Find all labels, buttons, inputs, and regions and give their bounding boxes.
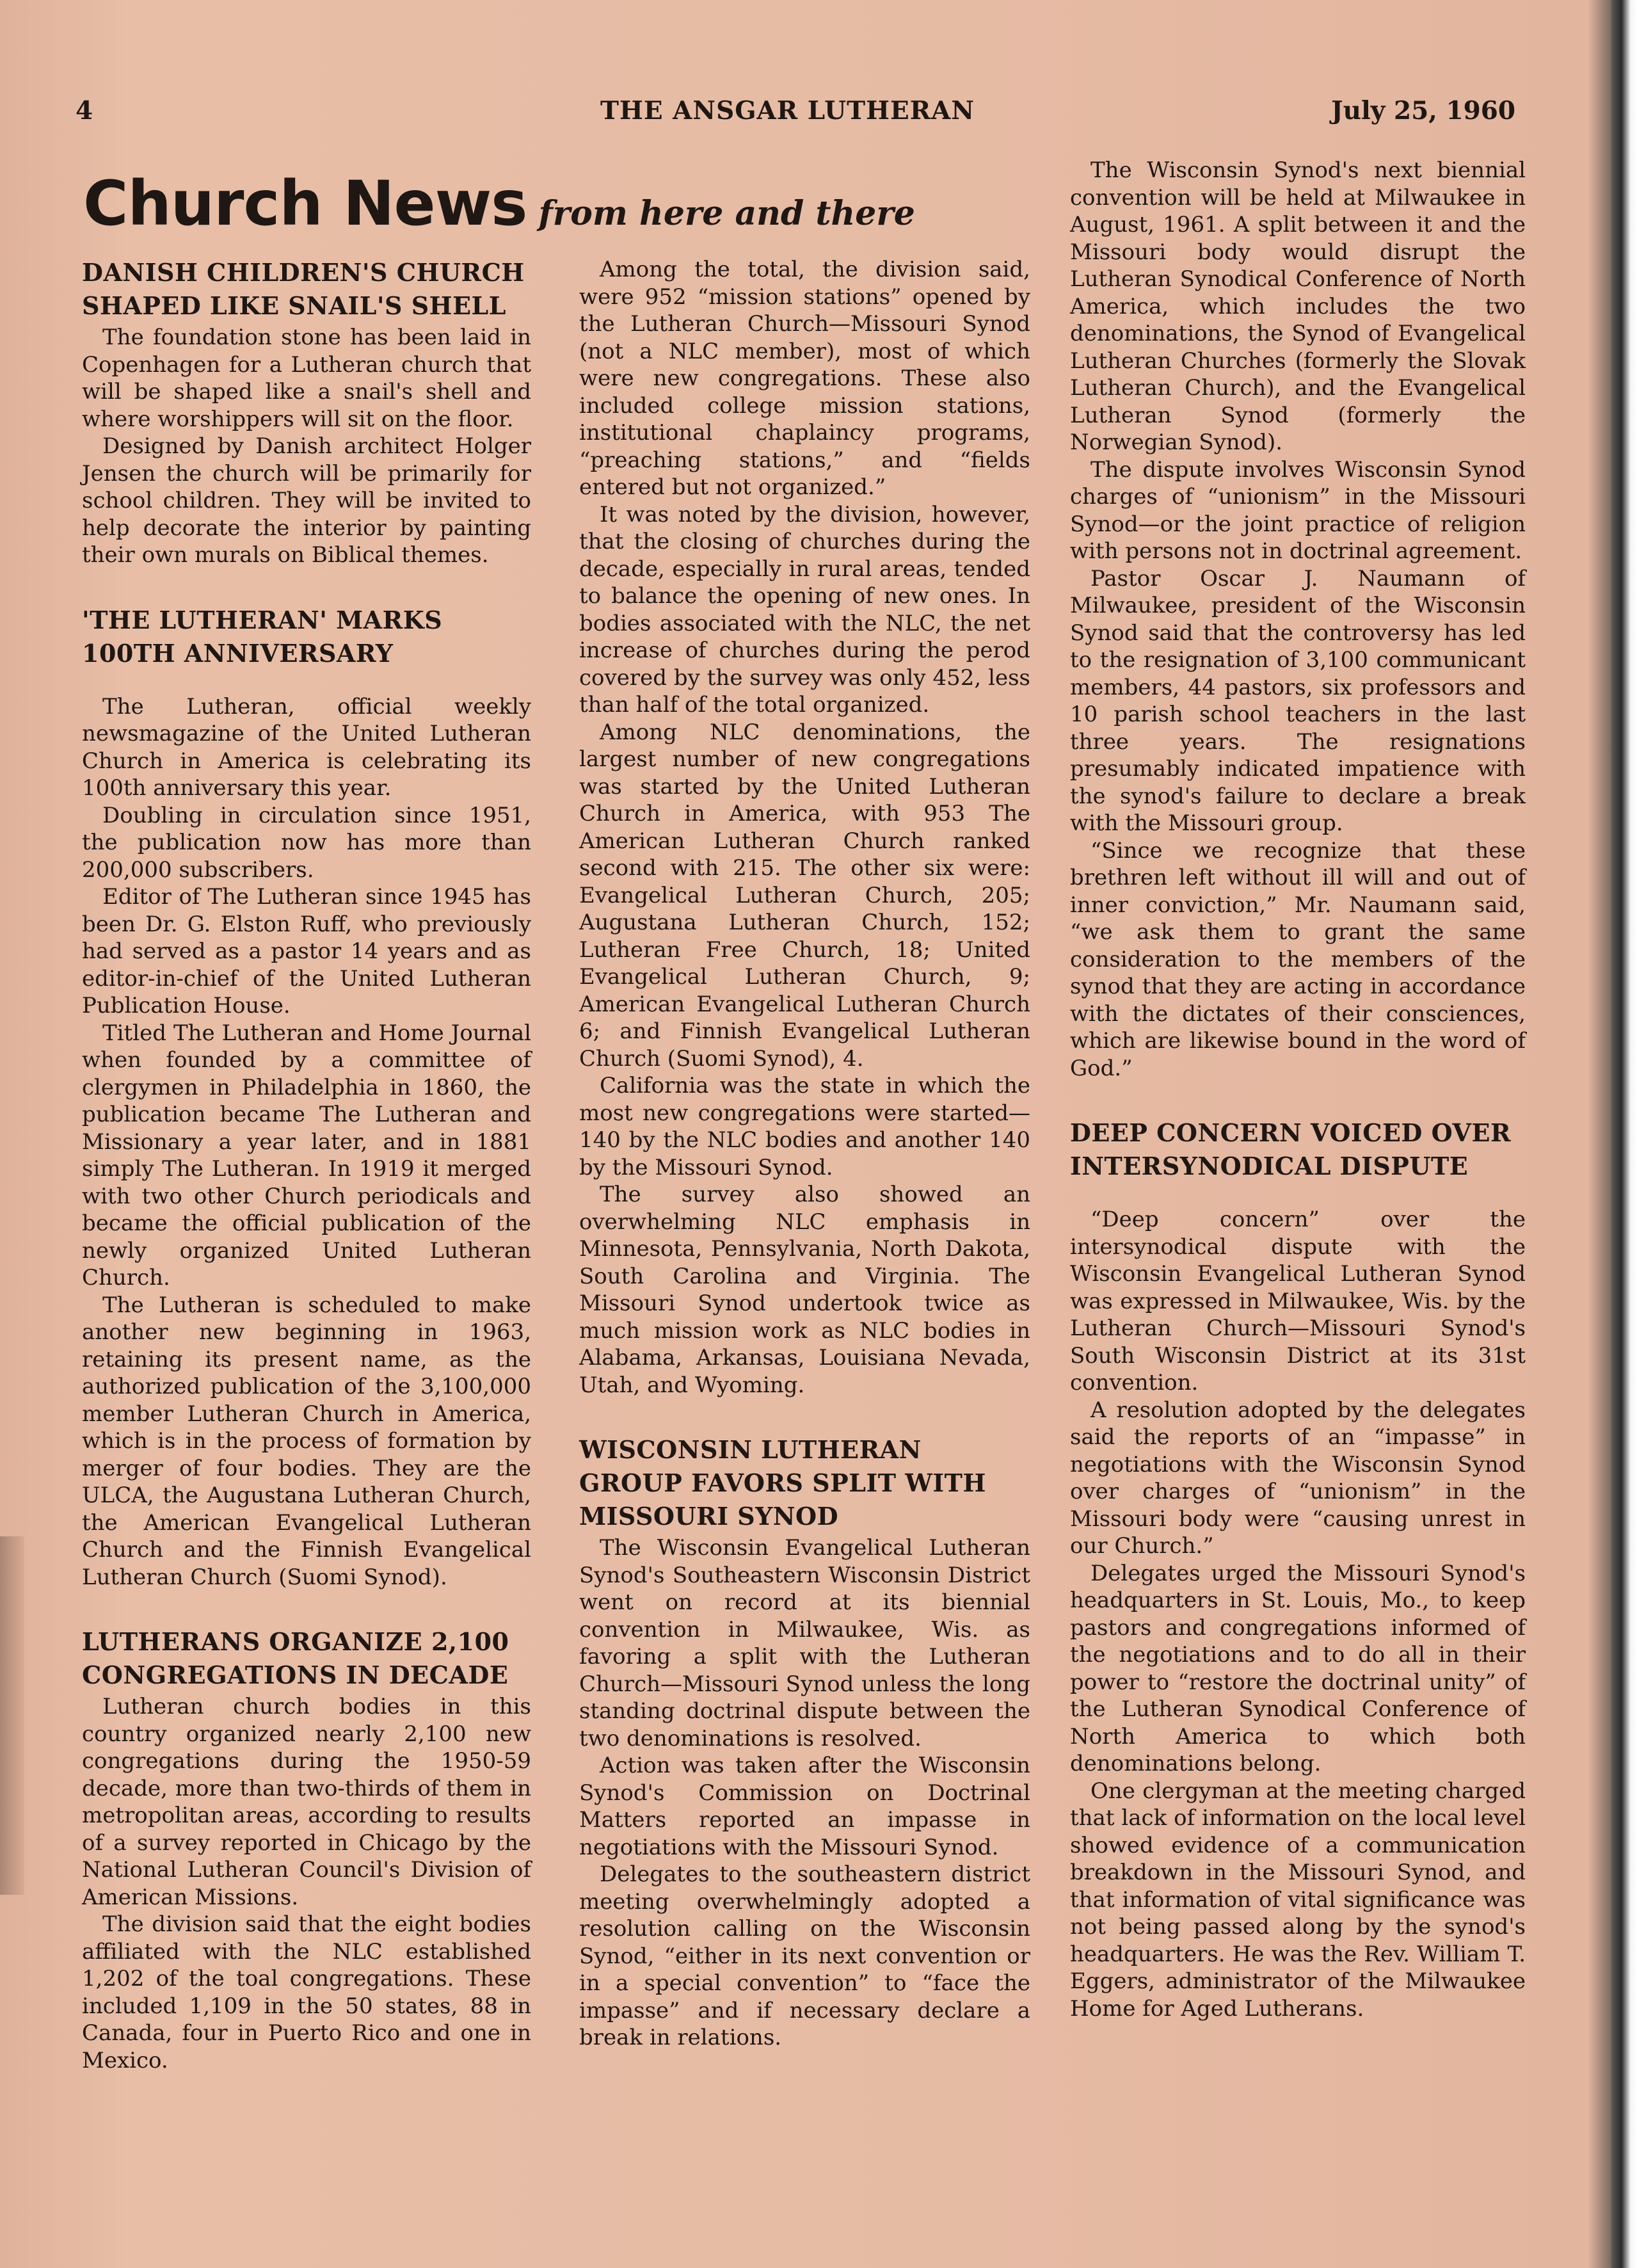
article-wisconsin-split <box>579 1433 1030 2052</box>
article-headline: WISCONSIN LUTHERAN GROUP FAVORS SPLIT WITH MISSOURI SYNOD <box>579 1435 986 1531</box>
article-headline: DANISH CHILDREN'S CHURCH SHAPED LIKE SNAIL'S SHELL <box>82 258 525 320</box>
article-headline: DEEP CONCERN VOICED OVER INTERSYNODICAL DISPUTE <box>1070 1118 1512 1180</box>
article-paragraph: One clergyman at the meeting charged that lack of information on the local level showed evidence of a communication breakdown in the Missouri Synod, and that information of vital significance was not being passed along by the synod's headquarters. He was the Rev. William T. Eggers, administrator of the Milwaukee Home for Aged Lutherans. <box>1070 1778 1526 2022</box>
article-congregations-decade-continued <box>579 256 1030 1399</box>
page-number: 4 <box>76 96 93 125</box>
article-congregations-decade <box>82 1625 531 2074</box>
article-paragraph: A resolution adopted by the delegates said the reports of an “impasse” in negotiations with the Wisconsin Synod over charges of “unionism” in the Missouri body were “causing unrest in our Church.” <box>1070 1397 1526 1559</box>
article-paragraph: The survey also showed an overwhelming NLC emphasis in Minnesota, Pennsylvania, North Dakota, South Carolina and Virginia. The Missouri Synod undertook twice as much mission work as NLC bodies in Alabama, Arkansas, Louisiana Nevada, Utah, and Wyoming. <box>579 1182 1030 1398</box>
article-deep-concern <box>1070 1116 1526 2022</box>
page-header <box>76 96 1515 134</box>
article-paragraph: The Lutheran is scheduled to make another new beginning in 1963, retaining its present name, as the authorized publication of the 3,100,000 member Lutheran Church in America, which is in the process of formation by merger of four bodies. They are the ULCA, the Augustana Lutheran Church, the American Evangelical Lutheran Church and the Finnish Evangelical Lutheran Church (Suomi Synod). <box>82 1292 531 1590</box>
article-paragraph: Lutheran church bodies in this country organized nearly 2,100 new congregations during the 1950-59 decade, more than two-thirds of them in metropolitan areas, according to results of a survey reported in Chicago by the National Lutheran Council's Division of American Missions. <box>82 1694 531 1910</box>
article-paragraph: The Wisconsin Synod's next biennial convention will be held at Milwaukee in August, 1961. A split between it and the Missouri body would disrupt the Lutheran Synodical Conference of North America, which includes the two denominations, the Synod of Evangelical Lutheran Churches (formerly the Slovak Lutheran Church), and the Evangelical Lutheran Synod (formerly the Norwegian Synod). <box>1070 157 1526 455</box>
publication-name: THE ANSGAR LUTHERAN <box>600 96 975 125</box>
article-paragraph: Designed by Danish architect Holger Jensen the church will be primarily for school children. They will be invited to help decorate the interior by painting their own murals on Biblical themes. <box>82 433 531 568</box>
article-headline: 'THE LUTHERAN' MARKS 100TH ANNIVERSARY <box>82 605 443 668</box>
article-paragraph: The Lutheran, official weekly newsmagazine of the United Lutheran Church in America is celebrating its 100th anniversary this year. <box>82 693 531 801</box>
article-paragraph: Doubling in circulation since 1951, the publication now has more than 200,000 subscribers. <box>82 802 531 883</box>
article-paragraph: Action was taken after the Wisconsin Synod's Commission on Doctrinal Matters reported an impasse in negotiations with the Missouri Synod. <box>579 1753 1030 1860</box>
article-paragraph: It was noted by the division, however, that the closing of churches during the decade, especially in rural areas, tended to balance the opening of new ones. In bodies associated with the NLC, the net increase of churches during the perod covered by the survey was only 452, less than half of the total organized. <box>579 501 1030 718</box>
section-masthead <box>83 168 915 251</box>
article-headline: LUTHERANS ORGANIZE 2,100 CONGREGATIONS IN DECADE <box>82 1627 509 1689</box>
column-2 <box>579 256 1030 2052</box>
article-wisconsin-split-continued <box>1070 157 1526 1082</box>
article-paragraph: Delegates to the southeastern district meeting overwhelmingly adopted a resolution calling on the Wisconsin Synod, “either in its next convention or in a special convention” to “face the impasse” and if necessary declare a break in relations. <box>579 1862 1030 2050</box>
article-paragraph: Editor of The Lutheran since 1945 has been Dr. G. Elston Ruff, who previously had served as a pastor 14 years and as editor-in-chief of the United Lutheran Publication House. <box>82 884 531 1018</box>
section-title: Church News <box>83 168 527 239</box>
article-paragraph: “Deep concern” over the intersynodical dispute with the Wisconsin Evangelical Lutheran Synod was expressed in Milwaukee, Wis. by the Lutheran Church—Missouri Synod's South Wisconsin District at its 31st convention. <box>1070 1207 1526 1395</box>
article-paragraph: The dispute involves Wisconsin Synod charges of “unionism” in the Missouri Synod—or the joint practice of religion with persons not in doctrinal agreement. <box>1070 456 1526 564</box>
scan-edge <box>1611 0 1637 2268</box>
article-paragraph: The Wisconsin Evangelical Lutheran Synod's Southeastern Wisconsin District went on record at its biennial convention in Milwaukee, Wis. as favoring a split with the Lutheran Church—Missouri Synod unless the long standing doctrinal dispute between the two denominations is resolved. <box>579 1535 1030 1751</box>
article-lutheran-anniversary <box>82 604 531 1591</box>
article-paragraph: Delegates urged the Missouri Synod's headquarters in St. Louis, Mo., to keep pastors and congregations informed of the negotiations and to do all in their power to “restore the doctrinal unity” of the Lutheran Synodical Conference of North America to which both denominations belong. <box>1070 1560 1526 1776</box>
article-paragraph: Pastor Oscar J. Naumann of Milwaukee, president of the Wisconsin Synod said that the controversy has led to the resignation of 3,100 communicant members, 44 pastors, six professors and 10 parish school teachers in the last three years. The resignations presumably indicated impatience with the synod's failure to declare a break with the Missouri group. <box>1070 565 1526 836</box>
article-paragraph: Among NLC denominations, the largest number of new congregations was started by the United Lutheran Church in America, with 953 The American Lutheran Church ranked second with 215. The other six were: Evangelical Lutheran Church, 205; Augustana Lutheran Church, 152; Lutheran Free Church, 18; United Evangelical Lutheran Church, 9; American Evangelical Lutheran Church 6; and Finnish Evangelical Lutheran Church (Suomi Synod), 4. <box>579 719 1030 1072</box>
article-paragraph: Titled The Lutheran and Home Journal when founded by a committee of clergymen in Philadelphia in 1860, the publication became The Lutheran and Missionary a year later, and in 1881 simply The Lutheran. In 1919 it merged with two other Church periodicals and became the official publication of the newly organized United Lutheran Church. <box>82 1020 531 1291</box>
article-paragraph: California was the state in which the most new congregations were started—140 by the NLC bodies and another 140 by the Missouri Synod. <box>579 1073 1030 1180</box>
article-paragraph: “Since we recognize that these brethren left without ill will and out of inner conviction,” Mr. Naumann said, “we ask them to grant the same consideration to the members of the synod that they are acting in accordance with the dictates of their consciences, which are likewise bound in the word of God.” <box>1070 837 1526 1081</box>
column-1 <box>82 256 531 2074</box>
article-paragraph: The division said that the eight bodies affiliated with the NLC established 1,202 of the toal congregations. These included 1,109 in the 50 states, 88 in Canada, four in Puerto Rico and one in Mexico. <box>82 1911 531 2073</box>
issue-date: July 25, 1960 <box>1331 96 1515 125</box>
article-paragraph: The foundation stone has been laid in Copenhagen for a Lutheran church that will be shaped like a snail's shell and where worshippers will sit on the floor. <box>82 325 531 432</box>
section-subtitle: from here and there <box>538 194 915 233</box>
article-paragraph: Among the total, the division said, were 952 “mission stations” opened by the Lutheran Church—Missouri Synod (not a NLC member), most of which were new congregations. These also included college mission stations, institutional chaplaincy programs, “preaching stations,” and “fields entered but not organized.” <box>579 257 1030 500</box>
column-3 <box>1070 157 1526 2022</box>
page-fold-shadow <box>0 1536 24 1895</box>
article-danish-church <box>82 256 531 569</box>
